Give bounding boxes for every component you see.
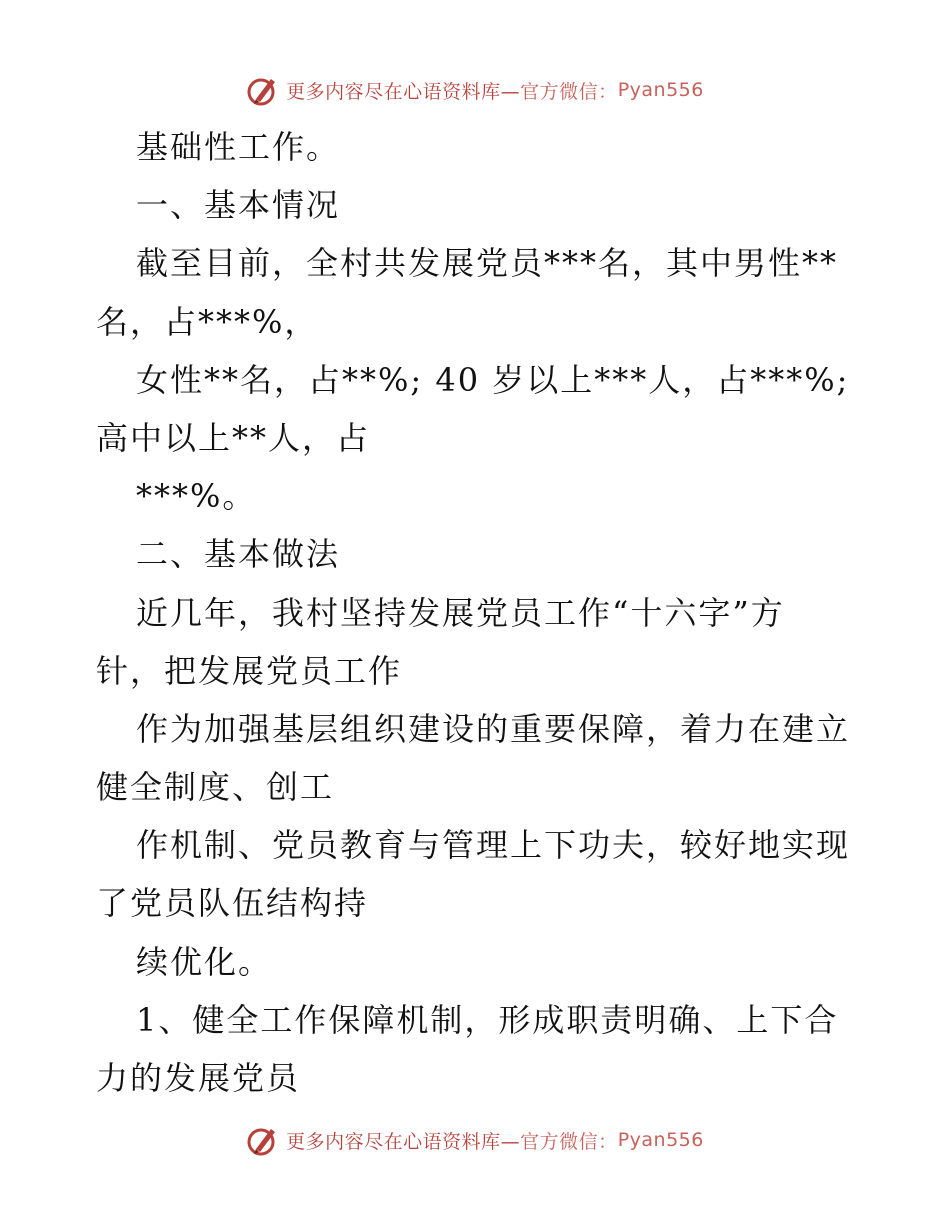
text-line: 基础性工作。: [136, 128, 341, 166]
text-line: 女性**名，占**%; 40 岁以上***人，占***%;: [136, 360, 850, 399]
text-line: 健全制度、创工: [96, 768, 335, 807]
text-line: 了党员队伍结构持: [96, 884, 369, 923]
text-line: 名，占***%，: [96, 302, 319, 341]
watermark-wechat-id: Pyan556: [617, 79, 704, 101]
text-line: 续优化。: [136, 942, 273, 981]
text-line: 高中以上**人，占: [96, 418, 371, 457]
document-body: [96, 118, 876, 1107]
text-line: 二、基本做法: [136, 535, 341, 574]
watermark-wechat-label: 官方微信：: [520, 80, 618, 103]
watermark-header: [0, 70, 950, 110]
text-line: 1、健全工作保障机制，形成职责明确、上下合: [136, 1000, 839, 1039]
text-line: 针，把发展党员工作: [96, 651, 403, 690]
text-line: 作为加强基层组织建设的重要保障，着力在建立: [136, 709, 851, 748]
text-line: ***%。: [136, 477, 257, 516]
text-line: 近几年，我村坚持发展党员工作“十六字”方: [136, 593, 785, 632]
pen-logo-icon: [246, 73, 280, 107]
watermark-footer: [0, 1120, 950, 1160]
text-line: 作机制、党员教育与管理上下功夫，较好地实现: [136, 826, 851, 865]
text-line: 一、基本情况: [136, 186, 341, 225]
pen-logo-icon: [246, 1123, 280, 1157]
watermark-wechat-label: 官方微信：: [520, 1130, 618, 1153]
text-line: 力的发展党员: [96, 1059, 301, 1097]
watermark-wechat-id: Pyan556: [617, 1129, 704, 1151]
watermark-text: 更多内容尽在心语资料库—: [286, 1130, 521, 1153]
watermark-text: 更多内容尽在心语资料库—: [286, 80, 521, 103]
text-line: 截至目前，全村共发展党员***名，其中男性**: [136, 244, 839, 283]
